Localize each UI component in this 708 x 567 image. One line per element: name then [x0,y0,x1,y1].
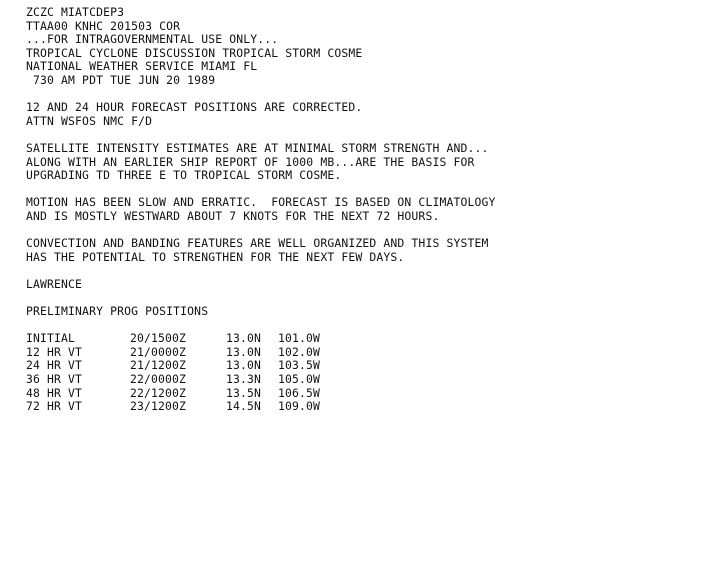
table-row [26,359,358,373]
spacer [26,291,696,305]
position-time: 23/1200Z [130,399,187,414]
table-row [26,387,358,401]
position-lon: 103.5W [278,358,321,373]
spacer [26,319,696,333]
correction-notice [26,101,696,128]
position-label: 72 HR VT [26,399,83,414]
position-lon: 109.0W [278,399,321,414]
paragraph-line: SATELLITE INTENSITY ESTIMATES ARE AT MINIMAL STORM STRENGTH AND... [26,140,489,155]
position-lon: 101.0W [278,331,321,346]
header-line: ...FOR INTRAGOVERNMENTAL USE ONLY... [26,32,279,47]
paragraph-convection [26,237,696,264]
spacer [26,264,696,278]
table-row [26,346,358,360]
correction-line: ATTN WSFOS NMC F/D [26,113,153,128]
paragraph-line: HAS THE POTENTIAL TO STRENGTHEN FOR THE NEXT FEW DAYS. [26,249,405,264]
prog-positions-table [26,332,358,414]
position-lat: 13.5N [226,385,262,400]
paragraph-line: UPGRADING TD THREE E TO TROPICAL STORM COSME. [26,168,342,183]
position-time: 22/0000Z [130,372,187,387]
spacer [26,88,696,102]
paragraph-line: MOTION HAS BEEN SLOW AND ERRATIC. FORECAST IS BASED ON CLIMATOLOGY [26,195,496,210]
table-row [26,332,358,346]
spacer [26,183,696,197]
header-line: ZCZC MIATCDEP3 [26,5,125,19]
position-label: 24 HR VT [26,358,83,373]
position-label: 36 HR VT [26,372,83,387]
correction-line: 12 AND 24 HOUR FORECAST POSITIONS ARE CORRECTED. [26,100,363,115]
position-time: 22/1200Z [130,385,187,400]
spacer [26,224,696,238]
paragraph-line: ALONG WITH AN EARLIER SHIP REPORT OF 1000 MB...ARE THE BASIS FOR [26,154,475,169]
forecaster-name: LAWRENCE [26,276,83,291]
position-lat: 13.0N [226,358,262,373]
position-lat: 13.3N [226,372,262,387]
position-label: 12 HR VT [26,344,83,359]
paragraph-satellite [26,142,696,183]
position-time: 21/1200Z [130,358,187,373]
position-lon: 102.0W [278,344,321,359]
position-time: 20/1500Z [130,331,187,346]
position-lon: 105.0W [278,372,321,387]
header-line: NATIONAL WEATHER SERVICE MIAMI FL [26,59,258,74]
position-lat: 13.0N [226,331,262,346]
discussion-document [26,6,696,414]
position-time: 21/0000Z [130,344,187,359]
header-line: 730 AM PDT TUE JUN 20 1989 [26,72,216,87]
header-line: TROPICAL CYCLONE DISCUSSION TROPICAL STORM COSME [26,45,363,60]
paragraph-line: AND IS MOSTLY WESTWARD ABOUT 7 KNOTS FOR THE NEXT 72 HOURS. [26,208,440,223]
prog-title: PRELIMINARY PROG POSITIONS [26,304,209,319]
header-line: TTAA00 KNHC 201503 COR [26,18,181,33]
message-header [26,6,696,88]
position-lat: 14.5N [226,399,262,414]
spacer [26,128,696,142]
paragraph-motion [26,196,696,223]
position-label: 48 HR VT [26,385,83,400]
position-lat: 13.0N [226,344,262,359]
position-label: INITIAL [26,331,76,346]
paragraph-line: CONVECTION AND BANDING FEATURES ARE WELL ORGANIZED AND THIS SYSTEM [26,236,489,251]
position-lon: 106.5W [278,385,321,400]
table-row [26,373,358,387]
table-row [26,400,358,414]
